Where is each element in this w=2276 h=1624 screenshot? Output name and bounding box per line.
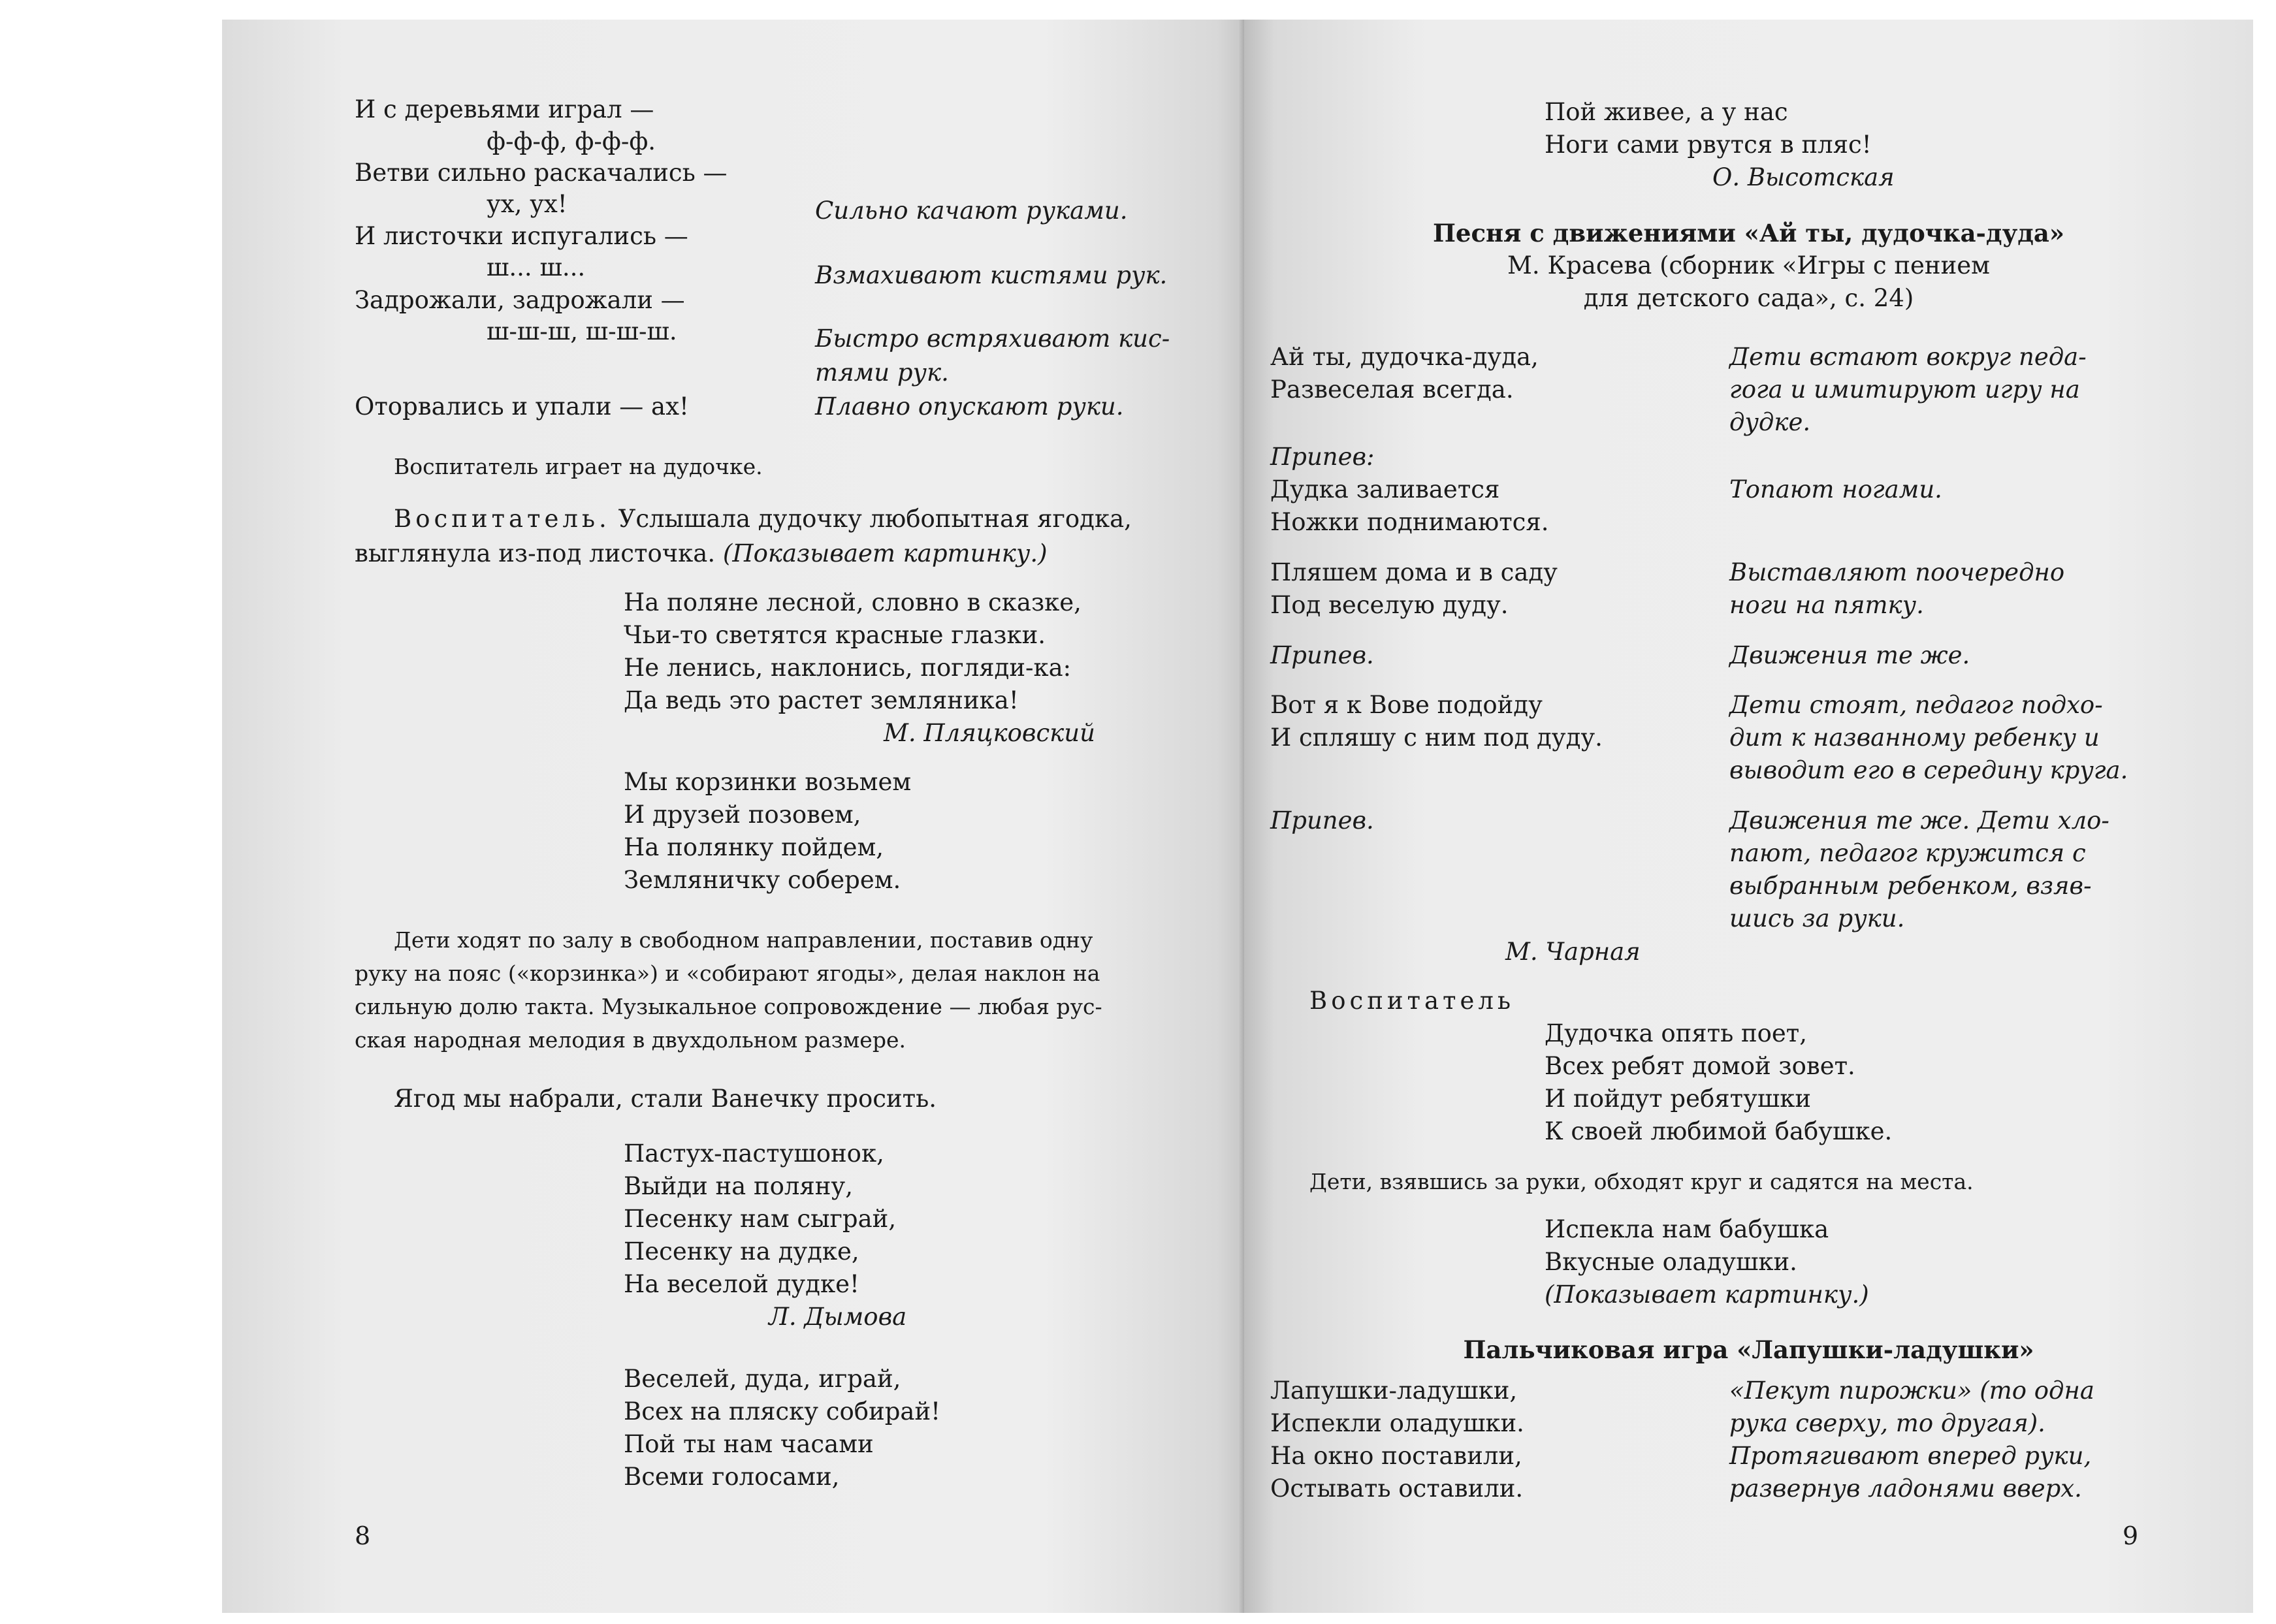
poem-line: Всеми голосами, — [624, 1463, 840, 1491]
poem-line: К своей любимой бабушке. — [1545, 1117, 1893, 1145]
stage-direction: тями рук. — [815, 358, 949, 387]
stage-direction: дит к названному ребенку и — [1729, 724, 2100, 752]
poem-line: И с деревьями играл — — [355, 95, 654, 123]
poem-author: М. Чарная — [1505, 938, 1641, 966]
poem-line: ш... ш... — [487, 253, 586, 281]
song-line: И спляшу с ним под дуду. — [1270, 724, 1603, 752]
poem-line: Песенку нам сыграй, — [624, 1205, 897, 1233]
game-line: Испекли оладушки. — [1270, 1409, 1524, 1437]
stage-direction: пают, педагог кружится с — [1729, 839, 2086, 867]
poem-line: Песенку на дудке, — [624, 1237, 859, 1266]
stage-direction: Плавно опускают руки. — [815, 392, 1124, 421]
poem-line: Оторвались и упали — ах! — [355, 392, 689, 421]
poem-line: ш-ш-ш, ш-ш-ш. — [487, 317, 677, 345]
poem-line: Ветви сильно раскачались — — [355, 159, 728, 187]
poem-line: Пой ты нам часами — [624, 1430, 874, 1458]
stage-direction: Взмахивают кистями рук. — [815, 261, 1168, 289]
stage-direction: Дети встают вокруг педа- — [1729, 343, 2087, 371]
song-title: Песня с движениями «Ай ты, дудочка-дуда» — [1432, 219, 2065, 247]
game-line: Остывать оставили. — [1270, 1474, 1524, 1503]
song-line: Ай ты, дудочка-дуда, — [1270, 343, 1539, 371]
page-number: 9 — [2123, 1521, 2139, 1550]
speaker-name: Воспитатель — [1309, 987, 1515, 1015]
speech-line: выглянула из-под листочка. (Показывает картинку.) — [355, 539, 1048, 567]
paragraph-line: Дети ходят по залу в свободном направлении, поставив одну — [394, 927, 1093, 953]
stage-direction: рука сверху, то другая). — [1729, 1409, 2045, 1437]
stage-direction: Сильно качают руками. — [815, 197, 1128, 225]
stage-direction: Движения те же. Дети хло- — [1729, 806, 2109, 835]
poem-line: На поляне лесной, словно в сказке, — [624, 588, 1082, 616]
stage-direction: развернув ладонями вверх. — [1729, 1474, 2082, 1503]
poem-line: Дудочка опять поет, — [1545, 1019, 1808, 1047]
chorus-label: Припев. — [1270, 641, 1374, 669]
stage-direction: Выставляют поочередно — [1729, 558, 2065, 586]
song-source: для детского сада», с. 24) — [1583, 284, 1914, 312]
poem-line: Всех на пляску собирай! — [624, 1397, 941, 1425]
text-line: Ягод мы набрали, стали Ванечку просить. — [394, 1085, 937, 1113]
poem-line: Пой живее, а у нас — [1545, 98, 1788, 126]
poem-author: Л. Дымова — [769, 1303, 907, 1331]
poem-line: И пойдут ребятушки — [1545, 1085, 1812, 1113]
stage-remark: Дети, взявшись за руки, обходят круг и садятся на места. — [1309, 1169, 1974, 1194]
poem-line: На полянку пойдем, — [624, 833, 884, 861]
song-line: Пляшем дома и в саду — [1270, 558, 1558, 586]
stage-direction: ноги на пятку. — [1729, 591, 1924, 619]
poem-line: Веселей, дуда, играй, — [624, 1365, 901, 1393]
left-page — [222, 20, 1247, 1613]
poem-line: Чьи-то светятся красные глазки. — [624, 621, 1046, 649]
page-number: 8 — [355, 1521, 371, 1550]
poem-line: Выйди на поляну, — [624, 1172, 853, 1200]
song-line: Ножки поднимаются. — [1270, 508, 1549, 536]
stage-remark: Воспитатель играет на дудочке. — [394, 454, 763, 479]
poem-line: На веселой дудке! — [624, 1270, 859, 1298]
game-title: Пальчиковая игра «Лапушки-ладушки» — [1463, 1335, 2034, 1364]
poem-line: Мы корзинки возьмем — [624, 768, 912, 796]
paragraph-line: ская народная мелодия в двухдольном размере. — [355, 1027, 906, 1053]
stage-direction: выбранным ребенком, взяв- — [1729, 872, 2092, 900]
speaker-name: Воспитатель. — [394, 505, 611, 533]
game-line: Лапушки-ладушки, — [1270, 1377, 1518, 1405]
poem-line: И друзей позовем, — [624, 801, 861, 829]
paragraph-line: руку на пояс («корзинка») и «собирают ягоды», делая наклон на — [355, 961, 1100, 986]
right-page — [1244, 20, 2253, 1613]
speech-line: Воспитатель. Услышала дудочку любопытная ягодка, — [394, 505, 1132, 533]
stage-direction: Дети стоят, педагог подхо- — [1729, 691, 2103, 719]
poem-line: ф-ф-ф, ф-ф-ф. — [487, 127, 656, 155]
stage-direction: «Пекут пирожки» (то одна — [1729, 1377, 2094, 1405]
poem-author: М. Пляцковский — [884, 719, 1095, 747]
stage-direction: выводит его в середину круга. — [1729, 756, 2128, 784]
stage-direction: гога и имитируют игру на — [1729, 375, 2080, 404]
poem-line: И листочки испугались — — [355, 222, 688, 250]
song-source: М. Красева (сборник «Игры с пением — [1507, 251, 1990, 279]
stage-direction: Протягивают вперед руки, — [1729, 1442, 2092, 1470]
poem-line: Всех ребят домой зовет. — [1545, 1052, 1855, 1080]
poem-line: Задрожали, задрожали — — [355, 286, 685, 314]
chorus-label: Припев. — [1270, 806, 1374, 835]
stage-direction: шись за руки. — [1729, 904, 1905, 932]
poem-line: Пастух-пастушонок, — [624, 1139, 884, 1168]
song-line: Вот я к Вове подойду — [1270, 691, 1543, 719]
stage-direction: дудке. — [1729, 408, 1811, 436]
paragraph-line: сильную долю такта. Музыкальное сопровождение — любая рус- — [355, 994, 1102, 1019]
stage-action: (Показывает картинку.) — [1545, 1281, 1869, 1309]
poem-line: ух, ух! — [487, 190, 568, 218]
song-line: Дудка заливается — [1270, 475, 1500, 503]
game-line: На окно поставили, — [1270, 1442, 1522, 1470]
song-line: Развеселая всегда. — [1270, 375, 1514, 404]
poem-line: Ноги сами рвутся в пляс! — [1545, 131, 1872, 159]
stage-direction: Быстро встряхивают кис- — [815, 325, 1170, 353]
song-line: Под веселую дуду. — [1270, 591, 1509, 619]
poem-line: Не ленись, наклонись, погляди-ка: — [624, 654, 1072, 682]
stage-direction: Топают ногами. — [1729, 475, 1942, 503]
chorus-label: Припев: — [1270, 443, 1375, 471]
stage-direction: Движения те же. — [1729, 641, 1970, 669]
poem-line: Земляничку соберем. — [624, 866, 901, 894]
poem-line: Да ведь это растет земляника! — [624, 686, 1019, 714]
poem-line: Испекла нам бабушка — [1545, 1215, 1829, 1243]
poem-line: Вкусные оладушки. — [1545, 1248, 1797, 1276]
poem-author: О. Высотская — [1712, 163, 1895, 191]
